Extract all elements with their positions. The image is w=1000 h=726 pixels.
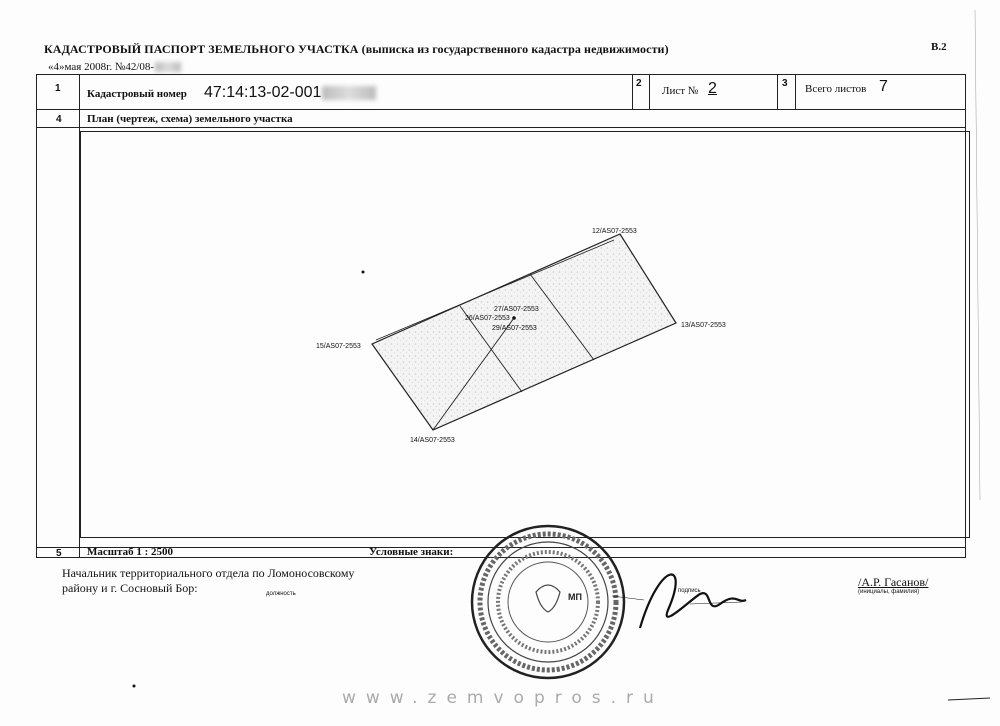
signature-caption: подпись	[678, 588, 701, 594]
point-label-29: 29/AS07-2553	[492, 325, 537, 332]
cadastral-number-label: Кадастровый номер	[87, 88, 187, 100]
official-seal	[472, 526, 624, 678]
position-line-2: району и г. Сосновый Бор:	[62, 581, 198, 595]
point-label-12: 12/AS07-2553	[592, 228, 637, 235]
seal-center-text: МП	[568, 592, 582, 602]
cell-number: 5	[56, 548, 62, 559]
name-caption: (инициалы, фамилия)	[858, 589, 920, 595]
form-code: В.2	[931, 41, 947, 53]
point-label-14: 14/AS07-2553	[410, 437, 455, 444]
position-line-1: Начальник территориального отдела по Ломоносовскому	[62, 566, 355, 580]
cell-number: 4	[56, 114, 62, 125]
point-label-26: 26/AS07-2553	[465, 315, 510, 322]
sheet-label: Лист №	[662, 85, 699, 97]
legend-label: Условные знаки:	[369, 546, 454, 558]
scale-label: Масштаб 1 : 2500	[87, 546, 174, 558]
watermark-url: www.zemvopros.ru	[342, 688, 664, 708]
point-label-15: 15/AS07-2553	[316, 343, 361, 350]
cell-number: 3	[782, 78, 788, 89]
date-number-text: «4»мая 2008г. №42/08-	[48, 61, 155, 73]
sheet-value: 2	[708, 80, 717, 97]
position-caption: должность	[266, 591, 296, 597]
handwritten-signature	[640, 574, 746, 628]
cell-number: 1	[55, 83, 61, 94]
total-sheets-value: 7	[879, 78, 888, 95]
total-sheets-label: Всего листов	[805, 83, 867, 95]
cell-number: 2	[636, 78, 642, 89]
cadastral-number-text: 47:14:13-02-001	[204, 84, 322, 101]
point-label-13: 13/AS07-2553	[681, 322, 726, 329]
point-label-27: 27/AS07-2553	[494, 306, 539, 313]
plan-section-label: План (чертеж, схема) земельного участка	[87, 113, 293, 125]
document-title: КАДАСТРОВЫЙ ПАСПОРТ ЗЕМЕЛЬНОГО УЧАСТКА (выписка из государственного кадастра недвижимости)	[44, 42, 669, 56]
signatory-name: /А.Р. Гасанов/	[858, 575, 929, 589]
